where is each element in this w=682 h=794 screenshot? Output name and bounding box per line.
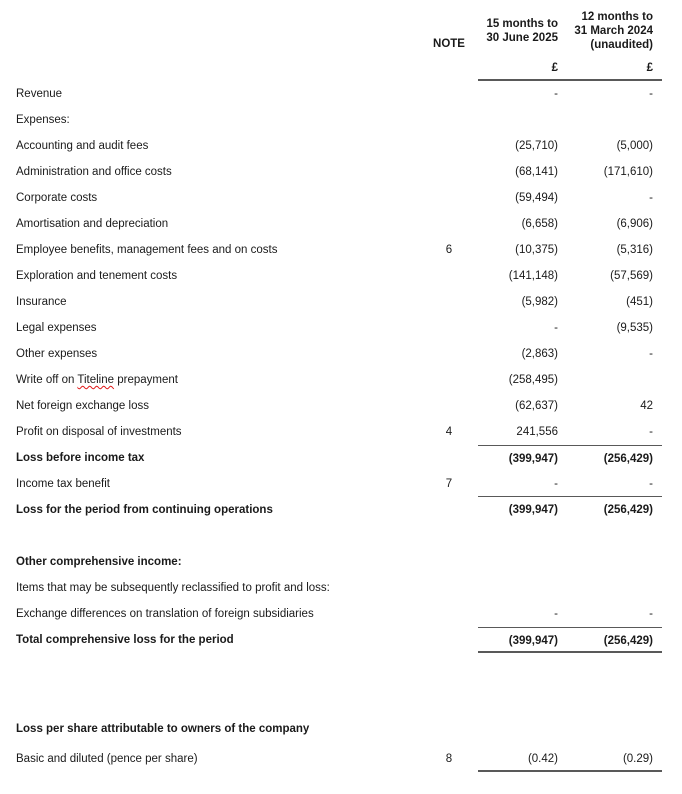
row-values (478, 81, 662, 107)
row-label: Exchange differences on translation of foreign subsidiaries (16, 608, 314, 620)
row-note: 4 (445, 426, 453, 438)
row-value-prior-period: - (649, 608, 653, 620)
table-header-row (0, 0, 662, 55)
row-label: Other expenses (16, 348, 98, 360)
row-value-prior-period (558, 575, 662, 601)
table-row (0, 497, 662, 523)
row-label: Corporate costs (16, 192, 98, 204)
row-values (478, 211, 662, 237)
row-label: Expenses: (16, 114, 70, 126)
row-label: Accounting and audit fees (16, 140, 149, 152)
period-current-line-1: 15 months to (486, 18, 558, 30)
row-label: Profit on disposal of investments (16, 426, 182, 438)
row-value-prior-period: - (649, 426, 653, 438)
row-value-prior-period: (5,000) (616, 140, 653, 152)
row-value-current-period: (25,710) (515, 140, 558, 152)
row-values (478, 575, 662, 601)
row-value-prior-period: (256,429) (603, 504, 653, 516)
row-label: Net foreign exchange loss (16, 400, 149, 412)
row-note: 6 (445, 244, 453, 256)
row-label: Employee benefits, management fees and on costs (16, 244, 278, 256)
table-row (0, 289, 662, 315)
row-value-prior-period (558, 367, 662, 393)
row-value-prior-period (558, 549, 662, 575)
row-value-current-period (478, 107, 558, 133)
row-label: Total comprehensive loss for the period (16, 634, 234, 646)
row-value-current-period: (2,863) (521, 348, 558, 360)
row-note (420, 185, 478, 211)
row-value-current-period: (6,658) (521, 218, 558, 230)
row-values (478, 133, 662, 159)
row-label: Administration and office costs (16, 166, 172, 178)
currency-values (478, 55, 662, 81)
row-value-prior-period: (256,429) (603, 635, 653, 647)
column-header-period-current (478, 17, 558, 45)
table-row (0, 549, 662, 575)
period-prior-line-2: 31 March 2024 (574, 25, 653, 37)
row-note (420, 107, 478, 133)
row-value-prior-period: - (649, 88, 653, 100)
row-value-prior-period: (57,569) (610, 270, 653, 282)
row-note (420, 159, 478, 185)
row-values (478, 716, 662, 742)
row-value-current-period: (258,495) (508, 374, 558, 386)
row-note (420, 367, 478, 393)
row-value-prior-period: (9,535) (616, 322, 653, 334)
currency-symbol-current: £ (551, 62, 558, 74)
row-label: Other comprehensive income: (16, 556, 182, 568)
row-values (478, 289, 662, 315)
row-label: Amortisation and depreciation (16, 218, 169, 230)
row-value-current-period: (5,982) (521, 296, 558, 308)
row-value-current-period (478, 716, 558, 742)
row-value-current-period: (59,494) (515, 192, 558, 204)
table-row (0, 575, 662, 601)
row-value-current-period: - (554, 608, 558, 620)
period-current-line-2: 30 June 2025 (486, 32, 558, 44)
row-value-prior-period: - (649, 348, 653, 360)
row-values (478, 419, 662, 445)
row-value-current-period: - (554, 88, 558, 100)
row-note (420, 549, 478, 575)
period-prior-line-1: 12 months to (581, 11, 653, 23)
row-note (420, 341, 478, 367)
currency-note-spacer (420, 55, 478, 81)
row-values (478, 107, 662, 133)
table-body (0, 81, 662, 772)
row-value-prior-period: (171,610) (603, 166, 653, 178)
row-value-current-period: (399,947) (508, 453, 558, 465)
row-value-prior-period: - (649, 478, 653, 490)
row-values (478, 263, 662, 289)
table-row (0, 133, 662, 159)
row-label: Exploration and tenement costs (16, 270, 178, 282)
row-values (478, 471, 662, 497)
table-row (0, 263, 662, 289)
row-label: Income tax benefit (16, 478, 110, 490)
row-value-current-period (478, 575, 558, 601)
row-values (478, 627, 662, 653)
table-row (0, 445, 662, 471)
table-row (0, 341, 662, 367)
row-note (420, 497, 478, 523)
row-note (420, 575, 478, 601)
row-label: Items that may be subsequently reclassified to profit and loss: (16, 582, 330, 594)
row-value-prior-period: (451) (626, 296, 653, 308)
row-value-prior-period: (256,429) (603, 453, 653, 465)
table-row (0, 601, 662, 627)
period-prior-line-3: (unaudited) (590, 39, 653, 51)
row-value-current-period: (68,141) (515, 166, 558, 178)
row-value-prior-period: - (649, 192, 653, 204)
row-values (478, 746, 662, 772)
row-values (478, 601, 662, 627)
row-values (478, 367, 662, 393)
row-note: 8 (445, 753, 453, 765)
row-note (420, 627, 478, 653)
row-values (478, 497, 662, 523)
row-value-current-period: (141,148) (508, 270, 558, 282)
table-row (0, 81, 662, 107)
row-value-current-period: - (554, 478, 558, 490)
row-value-prior-period: (0.29) (622, 753, 653, 765)
row-values (478, 549, 662, 575)
row-label: Revenue (16, 88, 63, 100)
row-note (420, 263, 478, 289)
table-row (0, 419, 662, 445)
row-note: 7 (445, 478, 453, 490)
table-row (0, 185, 662, 211)
row-value-current-period: (62,637) (515, 400, 558, 412)
row-label: Basic and diluted (pence per share) (16, 753, 198, 765)
currency-row (0, 55, 662, 81)
table-row (0, 716, 662, 742)
row-note (420, 289, 478, 315)
row-value-current-period: 241,556 (516, 426, 558, 438)
row-note (420, 601, 478, 627)
row-note (420, 211, 478, 237)
row-label: Write off on Titeline prepayment (16, 374, 178, 386)
row-label: Loss for the period from continuing operations (16, 504, 273, 516)
row-label: Insurance (16, 296, 67, 308)
row-values (478, 393, 662, 419)
row-value-prior-period: (5,316) (616, 244, 653, 256)
currency-symbol-prior: £ (646, 62, 653, 74)
currency-label-spacer (0, 55, 420, 81)
row-value-current-period: (399,947) (508, 635, 558, 647)
table-row (0, 315, 662, 341)
row-label: Loss before income tax (16, 452, 145, 464)
row-note (420, 445, 478, 471)
row-values (478, 341, 662, 367)
row-value-prior-period (558, 716, 662, 742)
row-note (420, 81, 478, 107)
table-row (0, 471, 662, 497)
row-value-current-period: - (554, 322, 558, 334)
misspelled-word: Titeline (77, 374, 115, 386)
table-row (0, 159, 662, 185)
row-value-current-period: (0.42) (527, 753, 558, 765)
table-row (0, 107, 662, 133)
header-period-columns (478, 0, 662, 55)
row-label: Loss per share attributable to owners of the company (16, 723, 310, 735)
table-row (0, 367, 662, 393)
table-header (0, 0, 662, 81)
row-note (420, 716, 478, 742)
row-values (478, 237, 662, 263)
column-header-period-prior (558, 10, 662, 52)
row-values (478, 445, 662, 471)
row-values (478, 159, 662, 185)
row-values (478, 185, 662, 211)
row-note (420, 133, 478, 159)
row-value-prior-period (558, 107, 662, 133)
table-row (0, 746, 662, 772)
table-row (0, 237, 662, 263)
column-header-note: NOTE (433, 38, 465, 50)
row-value-prior-period: (6,906) (616, 218, 653, 230)
table-row (0, 393, 662, 419)
row-value-current-period: (399,947) (508, 504, 558, 516)
table-row (0, 627, 662, 653)
row-note (420, 393, 478, 419)
row-values (478, 315, 662, 341)
row-value-prior-period: 42 (640, 400, 653, 412)
row-value-current-period: (10,375) (515, 244, 558, 256)
row-value-current-period (478, 549, 558, 575)
row-note (420, 315, 478, 341)
row-label: Legal expenses (16, 322, 97, 334)
table-row (0, 211, 662, 237)
